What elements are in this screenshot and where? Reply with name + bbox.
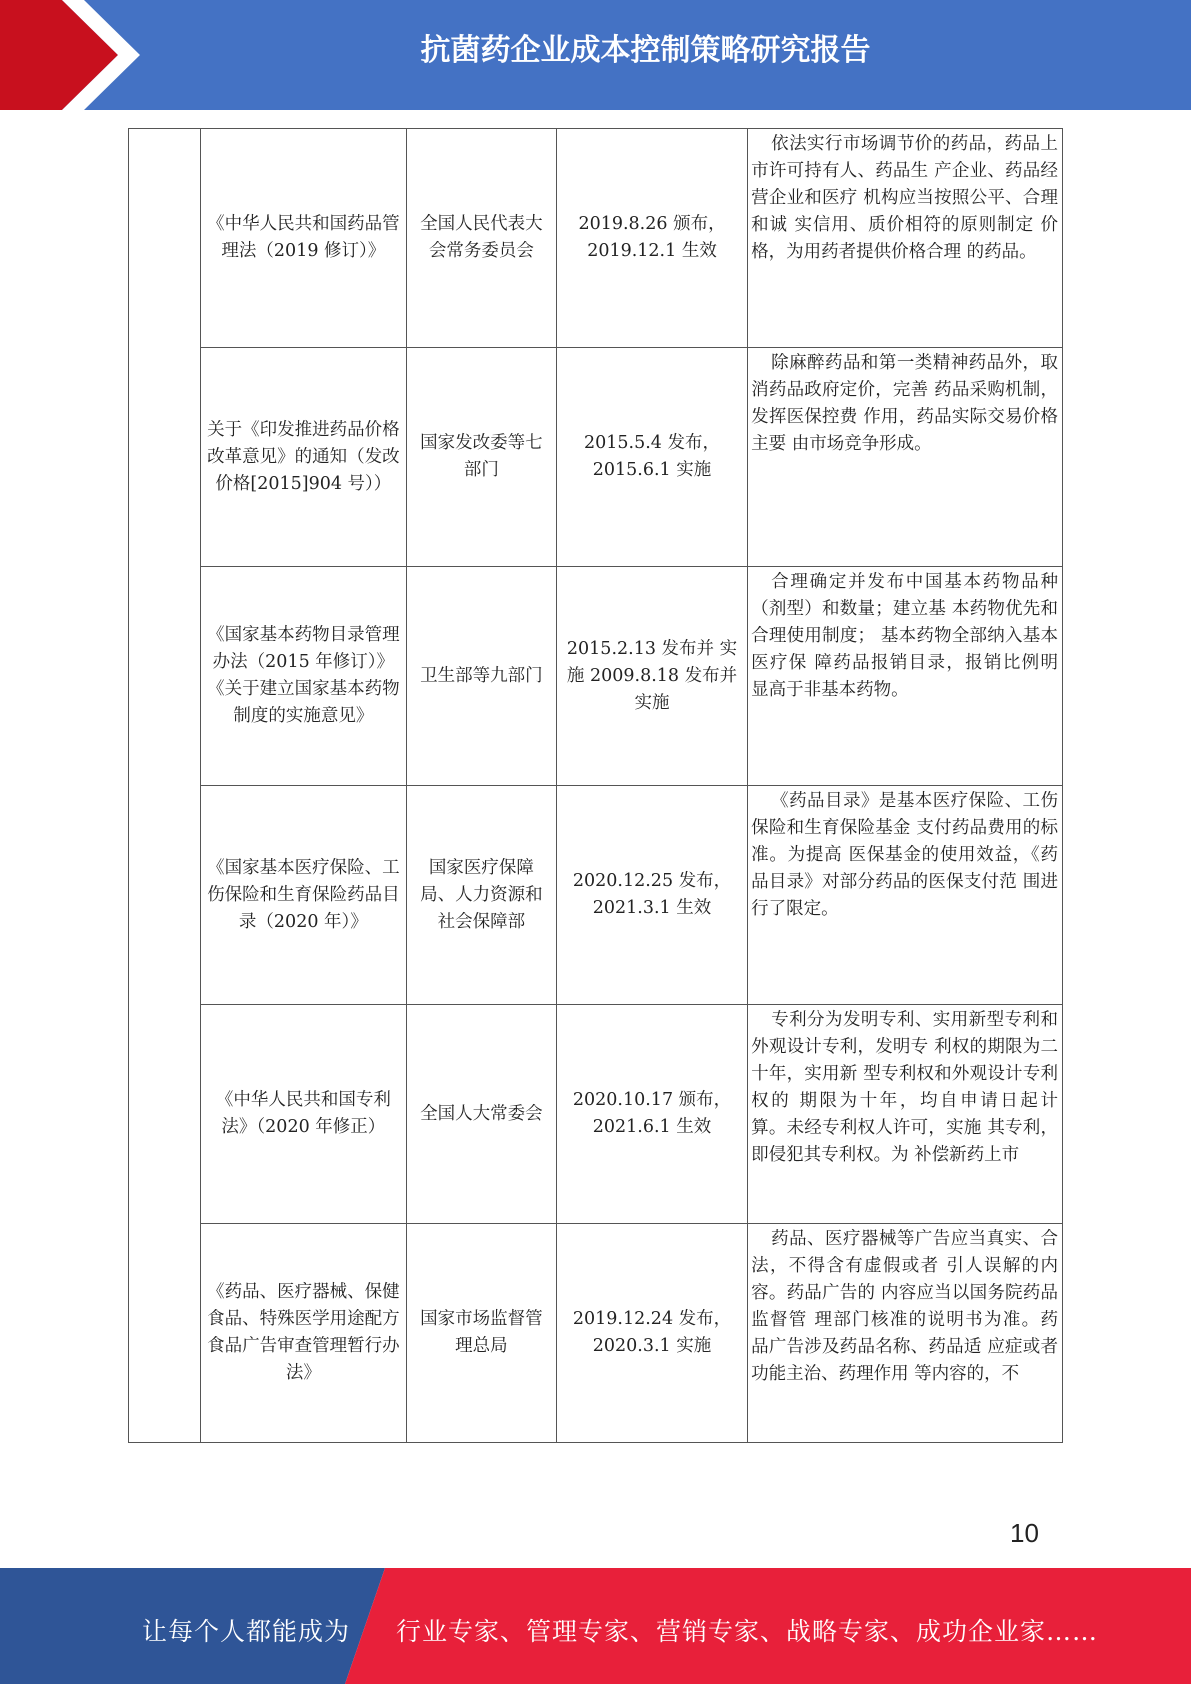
table-row xyxy=(129,567,1063,786)
page-number: 10 xyxy=(1010,1518,1039,1548)
page-header xyxy=(0,0,1191,110)
policy-name: 《中华人民共和国药品管理法（2019 修订）》 xyxy=(200,129,406,348)
footer-slogan-right: 行业专家、管理专家、营销专家、战略专家、成功企业家…… xyxy=(396,1617,1099,1646)
policy-description: 合理确定并发布中国基本药物品种（剂型）和数量；建立基 本药物优先和合理使用制度； 基本药物全部纳入基本医疗保 障药品报销目录，报销比例明 显高于非基本药物。 xyxy=(751,572,1058,700)
issuing-org: 国家医疗保障局、人力资源和社会保障部 xyxy=(406,786,556,1005)
issuing-org: 全国人民代表大会常务委员会 xyxy=(406,129,556,348)
table-row xyxy=(129,1224,1063,1443)
issue-date: 2015.2.13 发布并 实施 2009.8.18 发布并 实施 xyxy=(556,567,747,786)
policy-desc-cell xyxy=(748,1224,1063,1443)
policy-desc-cell xyxy=(748,786,1063,1005)
policy-description: 依法实行市场调节价的药品，药品上市许可持有人、药品生 产企业、药品经营企业和医疗 机构应当按照公平、合理和诚 实信用、质价相符的原则制定 价格，为用药者提供价格合理 的药品。 xyxy=(751,134,1058,262)
policy-name: 关于《印发推进药品价格改革意见》的通知（发改价格[2015]904 号）） xyxy=(200,348,406,567)
table-row xyxy=(129,786,1063,1005)
issue-date: 2020.12.25 发布，2021.3.1 生效 xyxy=(556,786,747,1005)
issue-date: 2020.10.17 颁布，2021.6.1 生效 xyxy=(556,1005,747,1224)
header-arrow-decoration xyxy=(0,0,150,110)
issue-date: 2019.12.24 发布，2020.3.1 实施 xyxy=(556,1224,747,1443)
table-row xyxy=(129,1005,1063,1224)
table-row xyxy=(129,129,1063,348)
issuing-org: 国家发改委等七部门 xyxy=(406,348,556,567)
policy-description: 《药品目录》是基本医疗保险、工伤保险和生育保险基金 支付药品费用的标准。为提高 医保基金的使用效益，《药品目录》对部分药品的医保支付范 围进行了限定。 xyxy=(751,791,1058,919)
policy-desc-cell xyxy=(748,129,1063,348)
policy-name: 《中华人民共和国专利法》（2020 年修正） xyxy=(200,1005,406,1224)
policy-name: 《药品、医疗器械、保健食品、特殊医学用途配方食品广告审查管理暂行办法》 xyxy=(200,1224,406,1443)
page-footer xyxy=(0,1568,1191,1684)
footer-slogan-left: 让每个人都能成为 xyxy=(142,1617,351,1646)
report-title: 抗菌药企业成本控制策略研究报告 xyxy=(420,33,871,68)
policy-description: 药品、医疗器械等广告应当真实、合法，不得含有虚假或者 引人误解的内容。药品广告的 内容应当以国务院药品监督管 理部门核准的说明书为准。药 品广告涉及药品名称、药品适 应症或者功能主治、药理作用 等内容的，不 xyxy=(751,1229,1058,1384)
issue-date: 2019.8.26 颁布，2019.12.1 生效 xyxy=(556,129,747,348)
issuing-org: 全国人大常委会 xyxy=(406,1005,556,1224)
issuing-org: 国家市场监督管理总局 xyxy=(406,1224,556,1443)
table-row xyxy=(129,348,1063,567)
policy-name: 《国家基本医疗保险、工伤保险和生育保险药品目录（2020 年）》 xyxy=(200,786,406,1005)
policy-desc-cell xyxy=(748,1005,1063,1224)
policy-table xyxy=(128,128,1063,1443)
policy-description: 专利分为发明专利、实用新型专利和外观设计专利，发明专 利权的期限为二十年，实用新 型专利权和外观设计专利权的 期限为十年，均自申请日起计 算。未经专利权人许可，实施 其专利，即侵犯其专利权。为 补偿新药上市 xyxy=(751,1010,1058,1165)
issue-date: 2015.5.4 发布，2015.6.1 实施 xyxy=(556,348,747,567)
policy-desc-cell xyxy=(748,567,1063,786)
policy-name: 《国家基本药物目录管理办法（2015 年修订）》《关于建立国家基本药物制度的实施意见》 xyxy=(200,567,406,786)
issuing-org: 卫生部等九部门 xyxy=(406,567,556,786)
category-cell xyxy=(129,129,201,1443)
policy-desc-cell xyxy=(748,348,1063,567)
policy-description: 除麻醉药品和第一类精神药品外，取消药品政府定价，完善 药品采购机制，发挥医保控费 作用，药品实际交易价格主要 由市场竞争形成。 xyxy=(751,353,1058,454)
